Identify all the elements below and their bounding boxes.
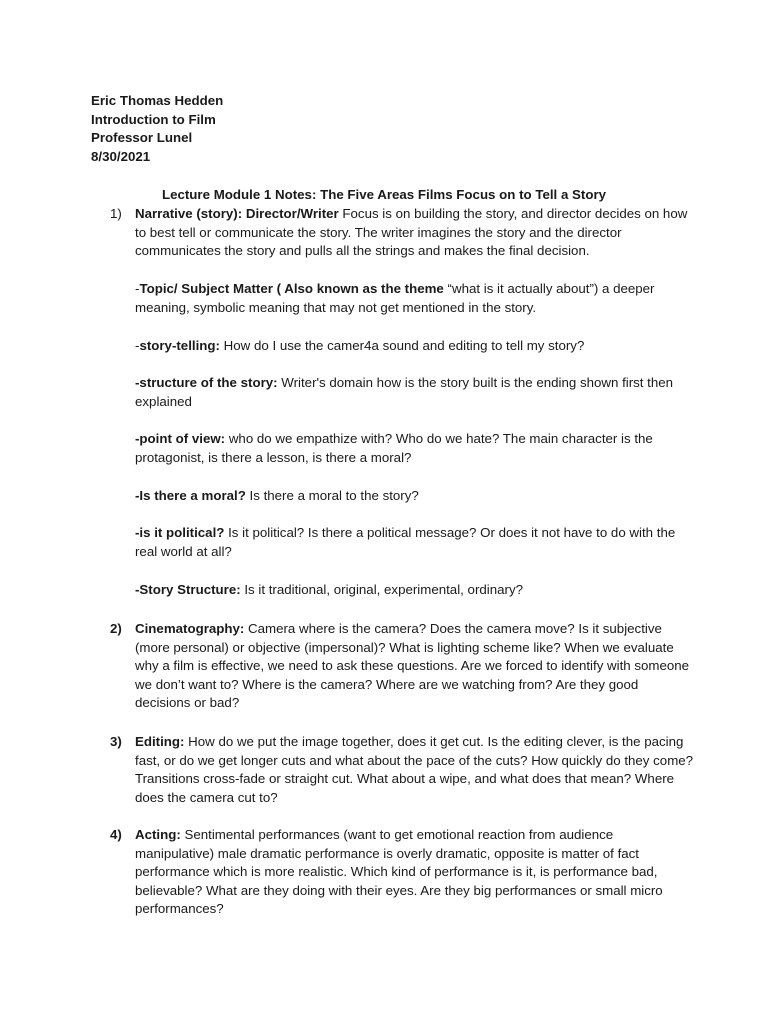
section-heading: Narrative (story): Director/Writer bbox=[135, 206, 339, 221]
subpoint-story-structure bbox=[135, 581, 695, 600]
document-header bbox=[91, 92, 223, 167]
subpoint-prefix: - bbox=[135, 338, 140, 353]
subpoint-prefix: - bbox=[135, 281, 140, 296]
section-text: Sentimental performances (want to get emotional reaction from audience manipulative) male dramatic performance is overly dramatic, opposite is matter of fact performance which is more realistic. Which kind of performance is it, is performance bad, believable? What are they doing with their eyes. Are they big performances or small micro performances? bbox=[135, 827, 663, 917]
section-text: Focus is on building the story, and director decides on how to best tell or communicate the story. The writer imagines the story and the director communicates the story and pulls all the strings and makes the final decision. bbox=[135, 206, 688, 259]
subpoint-label: -Story Structure: bbox=[135, 582, 241, 597]
subpoint-political bbox=[135, 524, 695, 561]
section-heading: Cinematography: bbox=[135, 621, 245, 636]
section-text: Camera where is the camera? Does the camera move? Is it subjective (more personal) or objective (impersonal)? What is lighting scheme like? When we evaluate why a film is effective, we need to ask these questions. Are we forced to identify with someone we don’t want to? Where is the camera? Where are we watching from? Are they good decisions or bad? bbox=[135, 621, 690, 711]
subpoint-text: Writer's domain how is the story built is the ending shown first then explained bbox=[135, 375, 674, 409]
subpoint-point-of-view bbox=[135, 430, 695, 467]
subpoint-text: Is it traditional, original, experimental, ordinary? bbox=[240, 582, 523, 597]
subpoint-label: Topic/ Subject Matter ( Also known as the theme bbox=[139, 281, 444, 296]
professor-name: Professor Lunel bbox=[91, 130, 193, 146]
subpoint-label: story-telling: bbox=[139, 338, 220, 353]
document-date: 8/30/2021 bbox=[91, 149, 151, 165]
subpoint-text: “what is it actually about”) a deeper meaning, symbolic meaning that may not get mentioned in the story. bbox=[135, 281, 655, 315]
section-number: 1) bbox=[110, 206, 122, 221]
subpoint-story-telling bbox=[135, 337, 695, 356]
subpoint-text: How do I use the camer4a sound and editing to tell my story? bbox=[219, 338, 585, 353]
section-cinematography bbox=[135, 620, 695, 713]
section-text: How do we put the image together, does it get cut. Is the editing clever, is the pacing fast, or do we get longer cuts and what about the pace of the cuts? How quickly do they come? Transitions cross-fade or straight cut. What about a wipe, and what does that mean? Where does the camera cut to? bbox=[135, 734, 694, 805]
section-editing bbox=[135, 733, 695, 807]
section-acting bbox=[135, 826, 695, 919]
section-heading: Acting: bbox=[135, 827, 181, 842]
subpoint-label: -point of view: bbox=[135, 431, 226, 446]
subpoint-label: -structure of the story: bbox=[135, 375, 278, 390]
subpoint-text: Is it political? Is there a political message? Or does it not have to do with the real world at all? bbox=[135, 525, 676, 559]
section-number: 2) bbox=[110, 621, 122, 636]
subpoint-label: -is it political? bbox=[135, 525, 225, 540]
subpoint-label: -Is there a moral? bbox=[135, 488, 246, 503]
section-number: 4) bbox=[110, 827, 122, 842]
section-heading: Editing: bbox=[135, 734, 185, 749]
subpoint-topic bbox=[135, 280, 695, 317]
section-narrative bbox=[135, 205, 695, 261]
course-name: Introduction to Film bbox=[91, 111, 216, 127]
subpoint-text: who do we empathize with? Who do we hate? The main character is the protagonist, is there a lesson, is there a moral? bbox=[135, 431, 653, 465]
section-number: 3) bbox=[110, 734, 122, 749]
author-name: Eric Thomas Hedden bbox=[91, 93, 224, 108]
subpoint-text: Is there a moral to the story? bbox=[245, 488, 419, 503]
subpoint-structure bbox=[135, 374, 695, 411]
subpoint-moral bbox=[135, 487, 695, 506]
document-title: Lecture Module 1 Notes: The Five Areas Films Focus on to Tell a Story bbox=[161, 187, 607, 202]
